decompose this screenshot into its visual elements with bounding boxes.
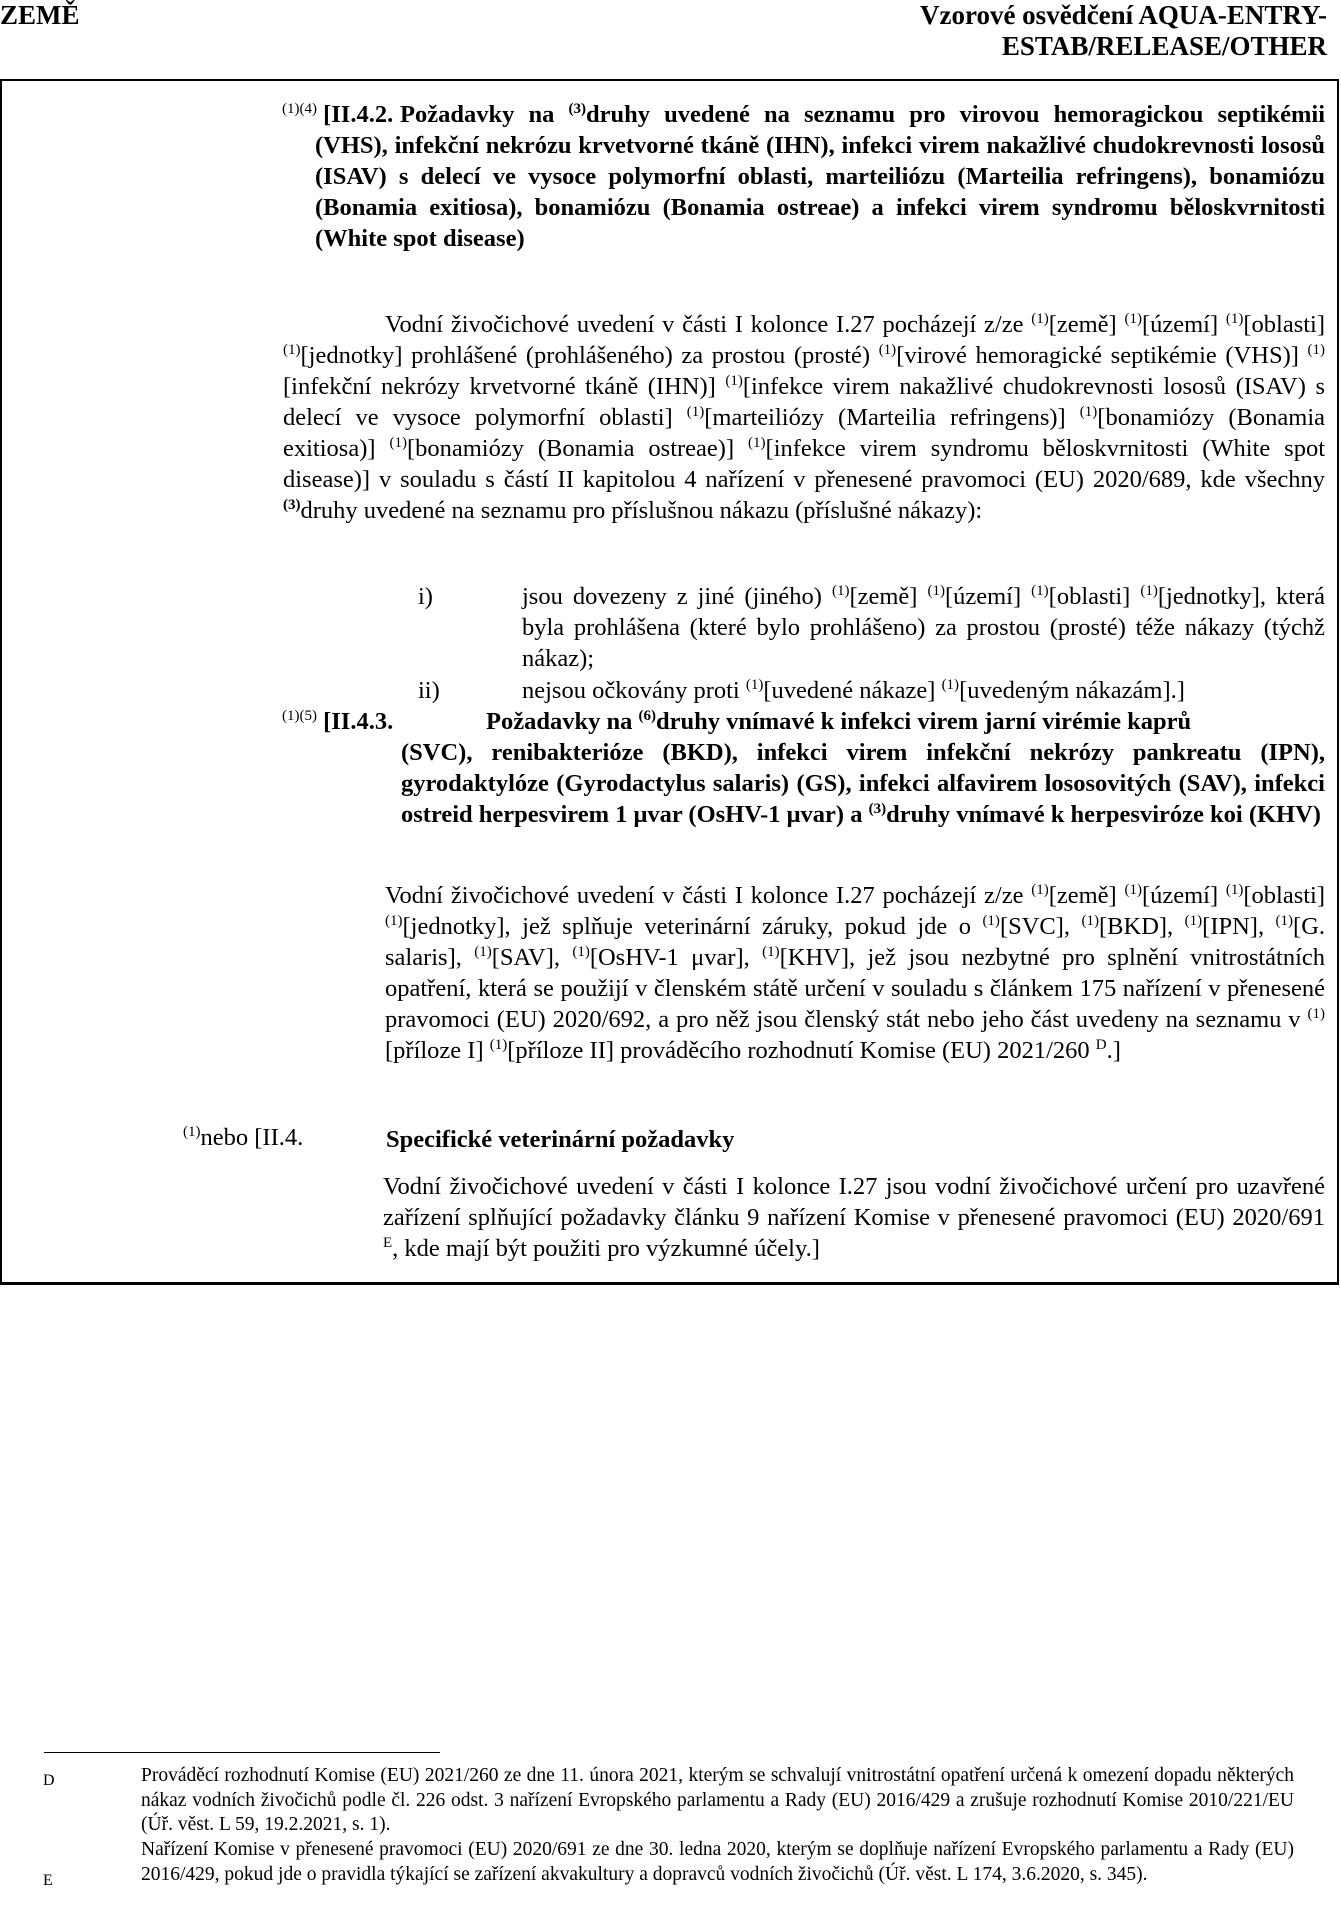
footnote-ref: (1) [1031, 882, 1049, 898]
footnote-e-mark: E [43, 1872, 53, 1889]
footnote-ref: (1) [927, 583, 945, 599]
footnote-ref: (3) [868, 801, 887, 817]
body-text: , kde mají být použiti pro výzkumné účely.] [392, 1235, 820, 1262]
body-text: [marteiliózy (Marteilia refringens)] [704, 404, 1066, 431]
footnote-ref-d: D [1095, 1037, 1107, 1053]
footnote-ref: (1) [385, 913, 403, 929]
body-text: druhy uvedené na seznamu pro příslušnou nákazu (příslušné nákazy): [300, 497, 983, 524]
section-ii-4-refs: (1) [183, 1124, 201, 1140]
section-ii-4-2-number: [II.4.2. [323, 101, 394, 128]
footnote-ref: (1) [1184, 913, 1203, 929]
list-item-ii-text [522, 675, 1325, 706]
section-ii-4-3-body [385, 880, 1325, 1066]
section-ii-4-body [383, 1171, 1325, 1264]
body-text: [jednotky] prohlášené (prohlášeného) za prostou (prosté) [300, 342, 871, 369]
footnote-ref: (1) [1081, 913, 1100, 929]
body-text: [jednotky], která byla prohlášena (které bylo prohlášeno) za prostou (prosté) téže nákazy (týchž nákaz); [522, 583, 1326, 672]
header-title-line1: Vzorové osvědčení AQUA-ENTRY- [919, 0, 1327, 30]
body-text: Vodní živočichové uvedení v části I kolonce I.27 pocházejí z/ze [385, 882, 1024, 909]
body-text: [příloze II] prováděcího rozhodnutí Komise (EU) 2021/260 [507, 1037, 1090, 1064]
footnote-ref: (1) [762, 944, 780, 960]
body-text: [SAV], [491, 944, 560, 971]
body-text: [KHV], jež jsou nezbytné pro splnění vnitrostátních opatření, která se použijí v členském státě určení v souladu s článkem 175 nařízení v přenesené pravomoci (EU) 2020/692, a pro něž jsou členský stát nebo jeho část uvedeny na seznamu v [385, 944, 1326, 1033]
footnote-ref: (1) [489, 1037, 508, 1053]
footnote-ref: (3) [283, 497, 301, 513]
footnote-ref: (1) [1307, 342, 1325, 358]
section-ii-4-number: nebo [II.4. [200, 1124, 304, 1151]
body-text: [infekční nekrózy krvetvorné tkáně (IHN)] [283, 373, 716, 400]
list-item-i-text [522, 581, 1325, 674]
body-text: [oblasti] [1243, 311, 1326, 338]
footnote-ref: (1) [1307, 1006, 1325, 1022]
body-text: [bonamiózy (Bonamia exitiosa)] [283, 404, 1326, 462]
footnote-ref-e: E [383, 1235, 393, 1251]
body-text: [bonamiózy (Bonamia ostreae)] [406, 435, 735, 462]
title-text: Požadavky na [400, 101, 555, 128]
section-ii-4-3-refs: (1)(5) [282, 708, 317, 724]
footnote-d-text: Prováděcí rozhodnutí Komise (EU) 2021/260 ze dne 11. února 2021, kterým se schvalují vnitrostátní opatření určená k omezení dopadu některých nákaz vodních živočichů podle čl. 226 odst. 3 nařízení Evropského parlamentu a Rady (EU) 2016/429 a zrušuje rozhodnutí Komise 2010/221/EU (Úř. věst. L 59, 19.2.2021, s. 1). [141, 1765, 1294, 1835]
body-text: [území] [1141, 882, 1219, 909]
footnote-ref: (1) [982, 913, 1000, 929]
body-text: nejsou očkovány proti [522, 677, 740, 704]
footnote-ref: (1) [831, 583, 850, 599]
section-ii-4-title: Specifické veterinární požadavky [386, 1126, 735, 1153]
title-text: Požadavky na [486, 708, 633, 735]
body-text: [příloze I] [385, 1037, 484, 1064]
section-ii-4-2-refs: (1)(4) [282, 101, 317, 117]
title-text: (SVC), renibakterióze (BKD), infekci virem infekční nekrózy pankreatu (IPN), gyrodaktylóze (Gyrodactylus salaris) (GS), infekci alfavirem lososovitých (SAV), infekci ostreid herpesvirem 1 μvar (OsHV-1 μvar) a [401, 739, 1325, 828]
list-item-i-number: i) [418, 583, 433, 610]
body-text: [území] [944, 583, 1022, 610]
body-text: [oblasti] [1048, 583, 1131, 610]
footnote-ref: (1) [1275, 913, 1294, 929]
body-text: [oblasti] [1243, 882, 1326, 909]
title-text: druhy vnímavé k herpesviróze koi (KHV) [886, 801, 1321, 828]
section-ii-4-label [183, 1122, 303, 1153]
section-ii-4-2-title [315, 99, 1325, 254]
title-text: druhy uvedené na seznamu pro virovou hemoragickou septikémii (VHS), infekční nekrózu krvetvorné tkáně (IHN), infekci virem nakažlivé chudokrevnosti lososů (ISAV) s delecí ve vysoce polymorfní oblasti, marteiliózu (Marteilia refringens), bonamiózu (Bonamia exitiosa), bonamiózu (Bonamia ostreae) a infekci virem syndromu běloskvrnitosti (White spot disease) [315, 101, 1326, 252]
body-text: [země] [1048, 882, 1117, 909]
footnote-ref: (3) [568, 101, 586, 117]
footnote-d-mark: D [43, 1772, 55, 1789]
body-text: [G. salaris], [385, 913, 1326, 971]
footnote-ref: (6) [638, 708, 656, 724]
footnote-ref: (1) [745, 677, 764, 693]
body-text: Vodní živočichové uvedení v části I kolonce I.27 jsou vodní živočichové určení pro uzavřené zařízení splňující požadavky článku 9 nařízení Komise v přenesené pravomoci (EU) 2020/691 [383, 1173, 1325, 1231]
footnote-ref: (1) [474, 944, 492, 960]
footnote-ref: (1) [748, 435, 766, 451]
body-text: .] [1106, 1037, 1121, 1064]
body-text: [jednotky], jež splňuje veterinární záruky, pokud jde o [402, 913, 971, 940]
body-text: [uvedeným nákazám].] [959, 677, 1185, 704]
body-text: [virové hemoragické septikémie (VHS)] [896, 342, 1299, 369]
body-text: [BKD], [1099, 913, 1174, 940]
footnote-separator [44, 1752, 440, 1753]
body-text: [SVC], [999, 913, 1071, 940]
footnote-ref: (1) [725, 373, 743, 389]
footnote-ref: (1) [878, 342, 897, 358]
body-text: Vodní živočichové uvedení v části I kolonce I.27 pocházejí z/ze [385, 311, 1024, 338]
body-text: [OsHV-1 μvar], [589, 944, 750, 971]
section-ii-4-3-title-cont [401, 737, 1325, 830]
footnote-ref: (1) [389, 435, 407, 451]
body-text: [uvedené nákaze] [763, 677, 936, 704]
section-ii-4-3-number: [II.4.3. [323, 708, 394, 735]
footnote-ref: (1) [572, 944, 590, 960]
footnote-ref: (1) [1031, 583, 1049, 599]
footnote-ref: (1) [283, 342, 301, 358]
body-text: [země] [1048, 311, 1117, 338]
header-title-line2: ESTAB/RELEASE/OTHER [1001, 31, 1327, 61]
footnote-ref: (1) [941, 677, 960, 693]
footnote-ref: (1) [1079, 404, 1098, 420]
title-text: druhy vnímavé k infekci virem jarní virémie kaprů [655, 708, 1192, 735]
footnote-e-text: Nařízení Komise v přenesené pravomoci (EU) 2020/691 ze dne 30. ledna 2020, kterým se doplňuje nařízení Evropského parlamentu a Rady (EU) 2016/429, pokud jde o pravidla týkající se zařízení akvakultury a dopravců vodních živočichů (Úř. věst. L 174, 3.6.2020, s. 345). [141, 1839, 1294, 1885]
body-text: [infekce virem nakažlivé chudokrevnosti lososů (ISAV) s delecí ve vysoce polymorfní oblasti] [283, 373, 1325, 431]
body-text: [území] [1141, 311, 1219, 338]
body-text: [země] [849, 583, 918, 610]
list-item-ii-number: ii) [418, 677, 440, 704]
footnote-ref: (1) [1225, 882, 1244, 898]
footnote-ref: (1) [1124, 311, 1142, 327]
body-text: jsou dovezeny z jiné (jiného) [522, 583, 822, 610]
section-ii-4-3-title [401, 706, 1325, 830]
footnote-ref: (1) [686, 404, 705, 420]
section-ii-4-3-label [282, 706, 393, 737]
body-text: [IPN], [1202, 913, 1265, 940]
footnote-ref: (1) [1225, 311, 1244, 327]
header-country: ZEMĚ [0, 0, 80, 30]
footnote-ref: (1) [1140, 583, 1158, 599]
footnote-ref: (1) [1031, 311, 1049, 327]
section-ii-4-2-body [283, 309, 1325, 526]
footnote-ref: (1) [1124, 882, 1142, 898]
body-text: [infekce virem syndromu běloskvrnitosti (White spot disease)] v souladu s částí II kapitolou 4 nařízení v přenesené pravomoci (EU) 2020/689, kde všechny [283, 435, 1325, 493]
header-certificate-title [920, 0, 1327, 62]
